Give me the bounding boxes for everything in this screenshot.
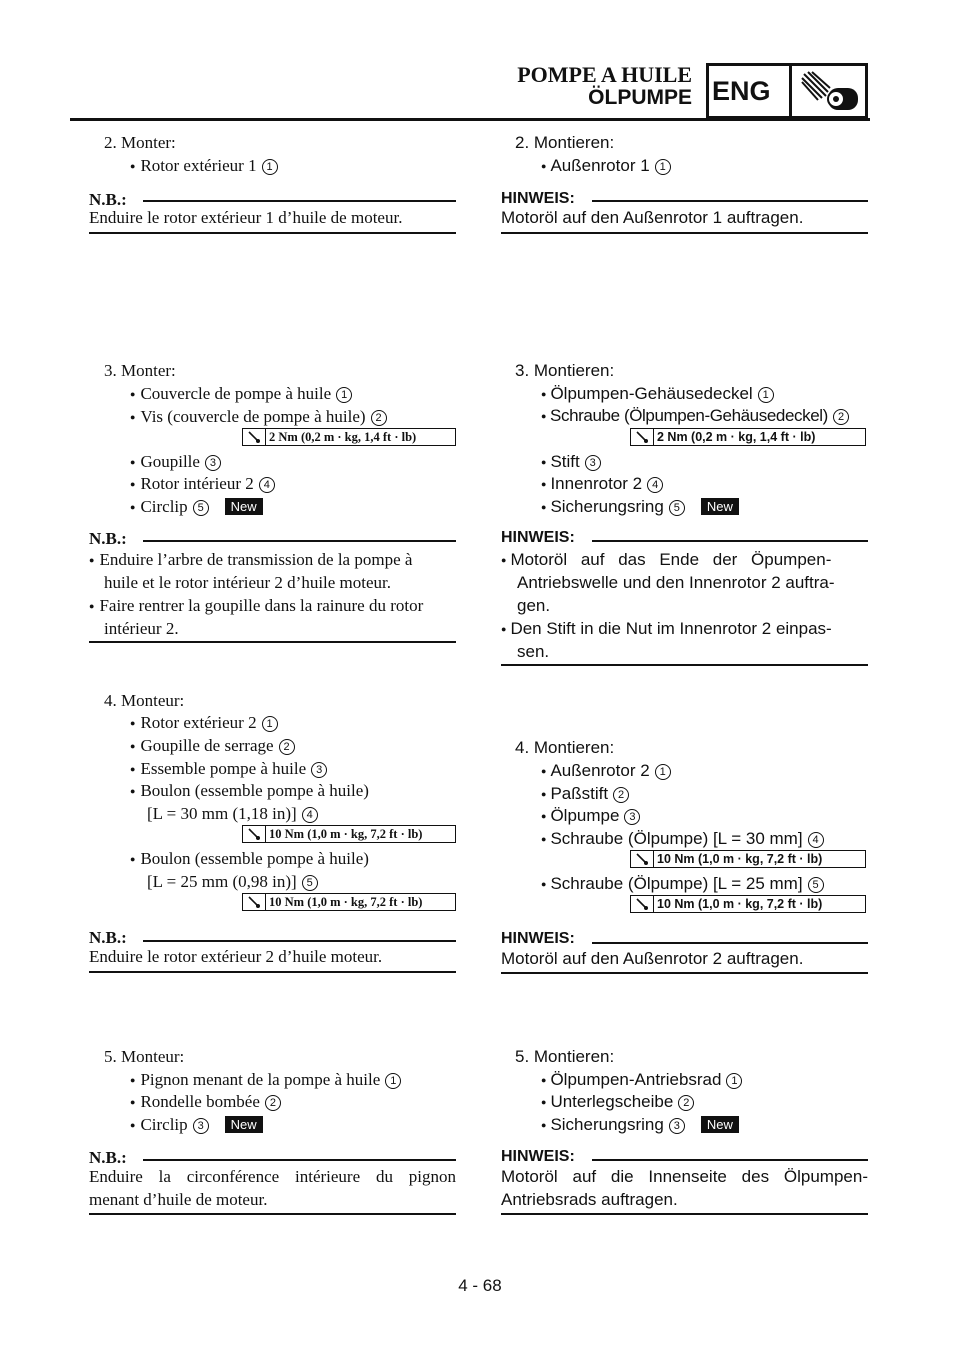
new-part-badge: New	[225, 1116, 263, 1133]
fr-s2-note-rule	[143, 200, 456, 202]
eng-separator	[789, 63, 792, 119]
de-s4-item-1: ● Außenrotor 2 1	[541, 760, 671, 784]
fr-s5-item-2: ● Rondelle bombée 2	[130, 1091, 281, 1115]
page-number: 4 - 68	[458, 1276, 502, 1295]
fr-s3-item-2: ● Vis (couvercle de pompe à huile) 2	[130, 406, 387, 430]
fr-s4-note-title: N.B.:	[89, 928, 127, 947]
fr-step-2: 2. Monter:	[104, 133, 176, 152]
fr-s3-torque-spec: 2 Nm (0,2 m · kg, 1,4 ft · lb)	[242, 428, 456, 446]
fr-s4-item-1: ● Rotor extérieur 2 1	[130, 712, 278, 736]
page-title-de: ÖLPUMPE	[588, 86, 692, 109]
fr-step-3: 3. Monter:	[104, 361, 176, 380]
fr-s4-item-3: ● Essemble pompe à huile 3	[130, 758, 327, 782]
torque-wrench-icon	[243, 894, 266, 910]
de-s4-note-text: Motoröl auf den Außenrotor 2 auftragen.	[501, 949, 804, 968]
fr-s3-note-bullet-2b: intérieur 2.	[104, 619, 179, 638]
de-s4-item-3: ● Ölpumpe 3	[541, 805, 640, 829]
fr-s4-note-end	[89, 971, 456, 973]
fr-s3-note-bullet-1b: huile et le rotor intérieur 2 d’huile moteur.	[104, 573, 392, 592]
de-s3-note-rule	[592, 540, 868, 542]
de-s5-item-3: ● Sicherungsring 3 New	[541, 1114, 739, 1138]
de-s5-note-rule	[592, 1159, 868, 1161]
fr-s3-item-1: ● Couvercle de pompe à huile 1	[130, 383, 352, 407]
fr-s2-note-end	[89, 232, 456, 234]
de-s4-item-2: ● Paßstift 2	[541, 783, 629, 807]
torque-wrench-icon	[243, 429, 266, 445]
de-step-4: 4. Montieren:	[515, 738, 615, 757]
fr-s5-item-1: ● Pignon menant de la pompe à huile 1	[130, 1069, 401, 1093]
fr-step-4: 4. Monteur:	[104, 691, 185, 710]
de-s3-item-2: ● Schraube (Ölpumpen-Gehäusedeckel) 2	[541, 405, 849, 429]
fr-s3-item-4: ● Rotor intérieur 2 4	[130, 473, 275, 497]
fr-s3-note-title: N.B.:	[89, 529, 127, 548]
de-s4-note-end	[501, 972, 868, 974]
new-part-badge: New	[225, 498, 263, 515]
de-s3-note-bullet-2b: sen.	[517, 642, 550, 661]
fr-s4-item-4: ● Boulon (essemble pompe à huile)	[130, 780, 369, 804]
de-s4-torque-spec-2: 10 Nm (1,0 m · kg, 7,2 ft · lb)	[630, 895, 866, 913]
de-s2-note-text: Motoröl auf den Außenrotor 1 auftragen.	[501, 208, 804, 227]
de-s5-note-title: HINWEIS:	[501, 1148, 575, 1165]
de-s3-item-5: ● Sicherungsring 5 New	[541, 496, 739, 520]
de-s3-item-4: ● Innenrotor 2 4	[541, 473, 663, 497]
de-s5-note-end	[501, 1213, 868, 1215]
fr-s5-note-title: N.B.:	[89, 1148, 127, 1167]
fr-s5-note-rule	[143, 1159, 456, 1161]
fr-s2-item-1: ● Rotor extérieur 1 1	[130, 155, 278, 179]
torque-wrench-icon	[631, 851, 654, 867]
de-s4-item-5: ● Schraube (Ölpumpe) [L = 25 mm] 5	[541, 873, 824, 897]
fr-s5-note-line-2: menant d’huile de moteur.	[89, 1190, 268, 1209]
fr-s2-note-title: N.B.:	[89, 190, 127, 209]
fr-s4-note-text: Enduire le rotor extérieur 2 d’huile moteur.	[89, 947, 383, 966]
fr-s3-note-rule	[143, 540, 456, 542]
new-part-badge: New	[701, 1116, 739, 1133]
de-s2-note-title: HINWEIS:	[501, 190, 575, 207]
fr-s5-note-line-1: Enduire la circonférence intérieure du pignon	[89, 1167, 456, 1186]
de-s3-note-bullet-1a: ● Motoröl auf das Ende der Öpumpen-	[501, 548, 868, 574]
new-part-badge: New	[701, 498, 739, 515]
de-s2-note-rule	[592, 200, 868, 202]
de-s4-note-rule	[592, 942, 868, 944]
de-s5-item-2: ● Unterlegscheibe 2	[541, 1091, 694, 1115]
fr-s3-item-3: ● Goupille 3	[130, 451, 221, 475]
eng-label: ENG	[712, 76, 771, 106]
header-rule	[70, 118, 870, 121]
de-s2-item-1: ● Außenrotor 1 1	[541, 155, 671, 179]
de-s3-item-3: ● Stift 3	[541, 451, 601, 475]
torque-wrench-icon	[243, 826, 266, 842]
de-s5-note-line-1: Motoröl auf die Innenseite des Ölpumpen-	[501, 1167, 868, 1186]
fr-s4-torque-spec-1: 10 Nm (1,0 m · kg, 7,2 ft · lb)	[242, 825, 456, 843]
de-s3-item-1: ● Ölpumpen-Gehäusedeckel 1	[541, 383, 774, 407]
fr-s3-note-bullet-1a: ● Enduire l’arbre de transmission de la pompe à	[89, 548, 456, 574]
de-s5-item-1: ● Ölpumpen-Antriebsrad 1	[541, 1069, 742, 1093]
torque-wrench-icon	[631, 429, 654, 445]
fr-s5-note-end	[89, 1213, 456, 1215]
fr-s4-note-rule	[143, 940, 456, 942]
de-step-2: 2. Montieren:	[515, 133, 615, 152]
de-s3-note-end	[501, 664, 868, 666]
de-s4-torque-spec-1: 10 Nm (1,0 m · kg, 7,2 ft · lb)	[630, 850, 866, 868]
de-step-3: 3. Montieren:	[515, 361, 615, 380]
de-s3-note-title: HINWEIS:	[501, 529, 575, 546]
fr-s4-item-5-length: [L = 25 mm (0,98 in)] 5	[147, 871, 318, 893]
de-s4-item-4: ● Schraube (Ölpumpe) [L = 30 mm] 4	[541, 828, 824, 852]
de-s5-note-line-2: Antriebsrads auftragen.	[501, 1190, 678, 1209]
de-s3-note-bullet-1b: Antriebswelle und den Innenrotor 2 auftra-	[517, 573, 835, 592]
de-s2-note-end	[501, 232, 868, 234]
page-title-fr: POMPE A HUILE	[517, 62, 692, 87]
fr-s4-item-5: ● Boulon (essemble pompe à huile)	[130, 848, 369, 872]
fr-step-5: 5. Monteur:	[104, 1047, 185, 1066]
fr-s3-item-5: ● Circlip 5 New	[130, 496, 263, 520]
fr-s3-note-end	[89, 641, 456, 643]
de-s3-note-bullet-2a: ● Den Stift in die Nut im Innenrotor 2 einpas-	[501, 617, 832, 643]
de-s3-torque-spec: 2 Nm (0,2 m · kg, 1,4 ft · lb)	[630, 428, 866, 446]
fr-s4-torque-spec-2: 10 Nm (1,0 m · kg, 7,2 ft · lb)	[242, 893, 456, 911]
fr-s2-note-text: Enduire le rotor extérieur 1 d’huile de moteur.	[89, 208, 403, 227]
tools-icon	[798, 68, 862, 114]
fr-s5-item-3: ● Circlip 3 New	[130, 1114, 263, 1138]
torque-wrench-icon	[631, 896, 654, 912]
fr-s4-item-2: ● Goupille de serrage 2	[130, 735, 295, 759]
fr-s3-note-bullet-2a: ● Faire rentrer la goupille dans la rainure du rotor	[89, 594, 423, 620]
de-s4-note-title: HINWEIS:	[501, 930, 575, 947]
de-s3-note-bullet-1c: gen.	[517, 596, 551, 615]
fr-s4-item-4-length: [L = 30 mm (1,18 in)] 4	[147, 803, 318, 825]
de-step-5: 5. Montieren:	[515, 1047, 615, 1066]
